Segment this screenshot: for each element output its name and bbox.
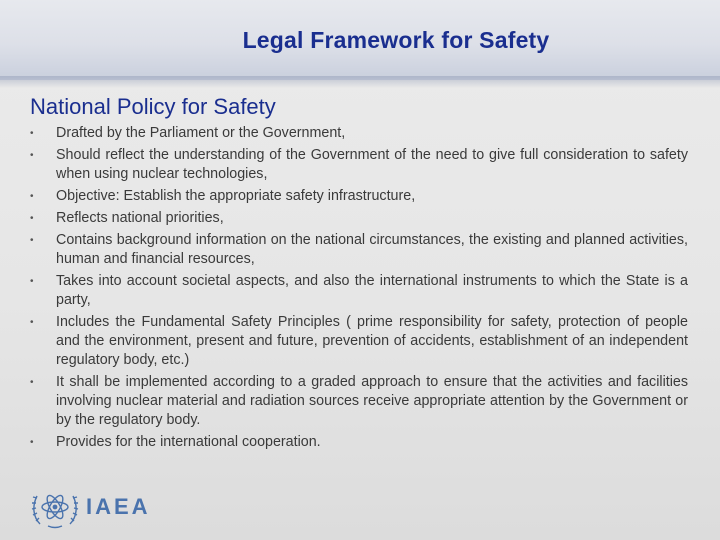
iaea-logo [30,484,170,530]
bullet-text: Provides for the international cooperation. [56,434,321,450]
bullet-text: Drafted by the Parliament or the Government, [56,125,346,141]
bullet-icon: • [30,276,34,287]
bullet-item [30,231,688,269]
bullet-item [30,124,688,143]
bullet-icon: • [30,191,34,202]
bullet-list [30,124,688,455]
bullet-icon: • [30,437,34,448]
bullet-icon: • [30,377,34,388]
title-band-shadow [0,76,720,88]
bullet-text: Should reflect the understanding of the Government of the need to give full consideration to safety when using nuclear technologies, [56,147,688,182]
bullet-icon: • [30,128,34,139]
bullet-item [30,373,688,430]
bullet-item [30,313,688,370]
bullet-icon: • [30,235,34,246]
bullet-text: Includes the Fundamental Safety Principles ( prime responsibility for safety, protection of people and the environment, present and future, prevention of accidents, establishment of an independent regulatory body, etc.) [56,314,688,368]
bullet-item [30,146,688,184]
bullet-icon: • [30,150,34,161]
bullet-item [30,187,688,206]
bullet-text: Takes into account societal aspects, and also the international instruments to which the State is a party, [56,273,688,308]
section-heading: National Policy for Safety [30,94,276,119]
bullet-icon: • [30,317,34,328]
iaea-logo-text: IAEA [86,494,151,519]
bullet-text: Reflects national priorities, [56,210,224,226]
bullet-text: It shall be implemented according to a graded approach to ensure that the activities and facilities involving nuclear material and radiation sources receive appropriate attention by the Government or by the regulatory body. [56,374,688,428]
bullet-item [30,272,688,310]
bullet-text: Objective: Establish the appropriate safety infrastructure, [56,188,416,204]
bullet-item [30,433,688,452]
bullet-icon: • [30,213,34,224]
bullet-item [30,209,688,228]
slide-title: Legal Framework for Safety [242,27,550,53]
bullet-text: Contains background information on the national circumstances, the existing and planned activities, human and financial resources, [56,232,688,267]
iaea-emblem-icon [30,484,80,530]
